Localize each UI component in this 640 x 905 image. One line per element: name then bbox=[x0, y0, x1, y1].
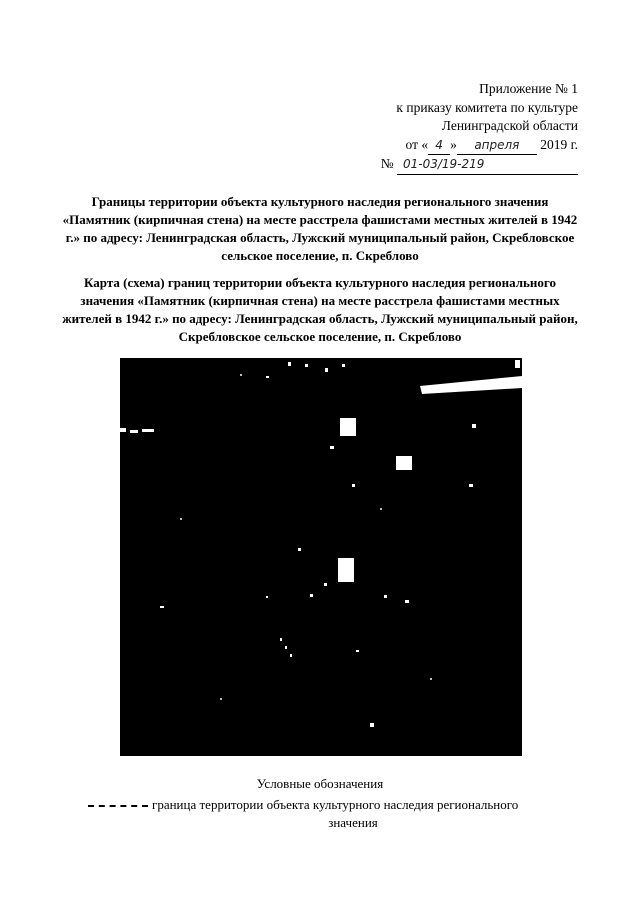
order-number: 01-03/19-219 bbox=[397, 155, 578, 175]
document-title: Границы территории объекта культурного наследия регионального значения «Памятник (кирпичная стена) на месте расстрела фашистами местных жителей в 1942 г.» по адресу: Ленинградская область, Лужский муниципальный район, Скребловское сельское поселение, п. Скреблово bbox=[62, 194, 578, 263]
appendix-line-3: Ленинградской области bbox=[441, 118, 578, 133]
appendix-block bbox=[338, 80, 578, 175]
map-title: Карта (схема) границ территории объекта культурного наследия регионального значения «Памятник (кирпичная стена) на месте расстрела фашистами местных жителей в 1942 г.» по адресу: Ленинградская область, Лужский муниципальный район, Скребловское сельское поселение, п. Скреблово bbox=[62, 275, 578, 344]
number-prefix: № bbox=[380, 156, 394, 171]
appendix-line-2: к приказу комитета по культуре bbox=[396, 99, 578, 115]
legend-item-text-1: граница территории объекта культурного наследия регионального bbox=[152, 797, 519, 812]
appendix-line-1: Приложение № 1 bbox=[479, 81, 578, 96]
appendix-date-line bbox=[338, 136, 578, 156]
date-mid: » bbox=[450, 136, 457, 152]
legend-item-boundary bbox=[88, 796, 558, 832]
appendix-number-line bbox=[338, 155, 578, 175]
date-year: 2019 г. bbox=[540, 136, 578, 152]
legend-item-text-2: значения bbox=[328, 815, 378, 830]
boundary-map-image bbox=[120, 358, 522, 756]
dashed-line-icon bbox=[88, 805, 148, 807]
date-day: 4 bbox=[428, 136, 450, 156]
legend-title: Условные обозначения bbox=[256, 776, 384, 791]
date-month: апреля bbox=[457, 136, 537, 156]
date-prefix: от « bbox=[405, 136, 429, 152]
map-graphic bbox=[120, 358, 522, 756]
